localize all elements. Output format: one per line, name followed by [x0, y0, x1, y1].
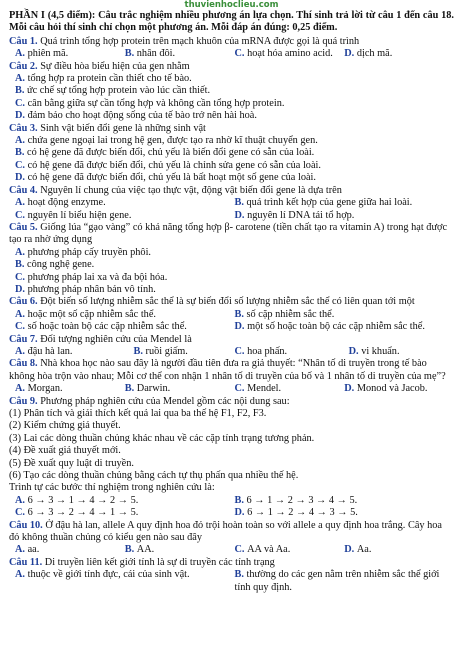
option-text: Aa. [356, 544, 372, 556]
question-prompt: Trình tự các bước thí nghiệm trong nghiên cứu là: [9, 482, 215, 494]
question-list [9, 36, 454, 594]
step-item: (3) Lai các dòng thuần chủng khác nhau về các cặp tính trạng tương phản. [9, 432, 315, 444]
question-text: Ở đậu hà lan, allele A quy định hoa đỏ trội hoàn toàn so với allele a quy định hoa trắng. Cây hoa đỏ không thuần chủng có kiểu gen nào sau đây [9, 519, 442, 544]
question-text: Đột biến số lượng nhiễm sắc thể là sự biến đổi số lượng nhiễm sắc thể có liên quan tới một [40, 296, 415, 308]
option-letter: C. [234, 345, 248, 357]
answer-option[interactable] [125, 544, 235, 556]
option-text: 6 → 3 → 1 → 4 → 2 → 5. [27, 494, 139, 506]
question-stem [9, 358, 454, 383]
option-text: nguyên lí DNA tái tổ hợp. [247, 209, 355, 221]
option-letter: C. [15, 97, 28, 109]
option-letter: A. [15, 48, 28, 60]
answer-option[interactable] [125, 48, 235, 60]
option-letter: D. [15, 110, 28, 122]
option-text: hoa phấn. [247, 345, 288, 357]
answer-option[interactable] [15, 197, 235, 209]
option-letter: D. [15, 172, 28, 184]
option-text: Mendel. [247, 383, 282, 395]
option-text: hoặc một số cặp nhiễm sắc thể. [27, 308, 156, 320]
answer-option[interactable] [15, 98, 284, 109]
option-letter: B. [234, 197, 247, 209]
answer-option[interactable] [15, 110, 257, 121]
option-text: hoạt hóa amino acid. [247, 48, 333, 60]
option-text: hoạt động enzyme. [27, 197, 106, 209]
section-heading: PHẦN I (4,5 điểm): Câu trắc nghiệm nhiều phương án lựa chọn. Thí sinh trả lời từ câu 1 đến câu 18. Mỗi câu hỏi thí sinh chỉ chọn một phương án. Mỗi đáp án đúng: 0,25 điểm. [9, 10, 454, 34]
option-text: aa. [27, 544, 40, 556]
option-letter: A. [15, 135, 28, 147]
question-block [9, 185, 454, 222]
options-row [15, 210, 454, 222]
answer-option[interactable] [349, 346, 454, 358]
answer-option[interactable] [15, 135, 318, 146]
option-text: Darwin. [136, 383, 171, 395]
options-row [15, 172, 454, 184]
options-row [15, 147, 454, 159]
question-text: Nhà khoa học nào sau đây là người đầu tiên đưa ra giả thuyết: “Nhân tố di truyền trong tế bào không hòa trộn vào nhau; Mỗi cơ thể con nhận 1 nhân tố di truyền của bố và 1 nhân tố di truyền của mẹ”? [9, 358, 446, 382]
answer-option[interactable] [15, 507, 235, 519]
answer-option[interactable] [235, 569, 455, 594]
options-row [15, 495, 454, 507]
option-letter: A. [15, 569, 28, 581]
question-block [9, 222, 454, 296]
answer-option[interactable] [15, 160, 321, 171]
option-letter: C. [234, 544, 248, 556]
question-stem [9, 61, 454, 73]
step-item: (5) Đề xuất quy luật di truyền. [9, 457, 134, 469]
option-text: có hệ gene đã được biến đổi, chủ yếu là biến đổi gene có sẵn của loài. [27, 147, 315, 159]
options-row [15, 507, 454, 519]
step-item: (6) Tạo các dòng thuần chủng bằng cách tự thụ phấn qua nhiều thế hệ. [9, 470, 299, 482]
option-text: nhân đôi. [136, 48, 176, 60]
options-row [15, 48, 454, 60]
option-text: 6 → 1 → 2 → 4 → 3 → 5. [247, 507, 358, 519]
question-block [9, 123, 454, 185]
option-letter: A. [15, 494, 28, 506]
question-stem [9, 557, 454, 569]
question-text: Di truyền liên kết giới tính là sự di truyền các tính trạng [44, 556, 275, 568]
options-row [15, 247, 454, 259]
answer-option[interactable] [344, 48, 454, 60]
answer-option[interactable] [15, 172, 316, 183]
question-number: Câu 9. [9, 395, 41, 407]
answer-option[interactable] [15, 48, 125, 60]
answer-option[interactable] [15, 383, 125, 395]
option-letter: A. [15, 345, 28, 357]
option-text: một số hoặc toàn bộ các cặp nhiễm sắc thể. [247, 321, 425, 333]
question-block [9, 296, 454, 333]
option-letter: B. [133, 345, 146, 357]
question-stem [9, 334, 454, 346]
option-text: AA. [136, 544, 155, 556]
option-text: số cặp nhiễm sắc thể. [246, 308, 335, 320]
question-stem [9, 222, 454, 247]
answer-option[interactable] [15, 210, 235, 222]
question-text: Phương pháp nghiên cứu của Mendel gồm các nội dung sau: [40, 395, 290, 407]
options-row [15, 98, 454, 110]
answer-option[interactable] [15, 346, 134, 358]
options-row [15, 73, 454, 85]
answer-option[interactable] [125, 383, 235, 395]
option-text: vi khuẩn. [361, 345, 400, 357]
question-number: Câu 4. [9, 184, 41, 196]
option-text: phương pháp nhân bản vô tính. [27, 283, 156, 295]
question-number: Câu 11. [9, 556, 45, 568]
answer-option[interactable] [134, 346, 235, 358]
option-text: cân bằng giữa sự cần tổng hợp và không cần tổng hợp protein. [27, 97, 285, 109]
option-letter: D. [344, 48, 357, 60]
question-text: Nguyên lí chung của việc tạo thực vật, động vật biến đổi gene là dựa trên [40, 184, 342, 196]
option-letter: B. [15, 85, 28, 97]
answer-option[interactable] [235, 48, 345, 60]
option-letter: B. [15, 259, 28, 271]
question-text: Sinh vật biến đổi gene là những sinh vật [40, 122, 206, 134]
answer-option[interactable] [15, 309, 235, 321]
answer-option[interactable] [235, 210, 455, 222]
question-stem [9, 185, 454, 197]
question-text: Giống lúa “gạo vàng” có khả năng tổng hợp β- carotene (tiền chất tạo ra vitamin A) trong hạt được tạo ra nhờ ứng dụng [9, 221, 448, 246]
option-text: đậu hà lan. [27, 345, 73, 357]
answer-option[interactable] [235, 197, 455, 209]
option-letter: C. [15, 209, 28, 221]
options-row [15, 309, 454, 321]
option-text: nguyên lí biểu hiện gene. [27, 209, 132, 221]
options-row [15, 284, 454, 296]
question-number: Câu 3. [9, 122, 41, 134]
options-row [15, 110, 454, 122]
question-number: Câu 8. [9, 358, 41, 370]
question-stem [9, 396, 454, 408]
option-letter: C. [15, 271, 28, 283]
option-letter: A. [15, 383, 28, 395]
question-number: Câu 1. [9, 35, 41, 47]
option-letter: B. [234, 494, 247, 506]
option-letter: C. [234, 48, 248, 60]
option-letter: A. [15, 246, 28, 258]
question-block [9, 396, 454, 520]
question-text: Đối tượng nghiên cứu của Mendel là [40, 333, 192, 345]
option-text: quá trình kết hợp của gene giữa hai loài. [246, 197, 413, 209]
option-text: ức chế sự tổng hợp protein vào lúc cần thiết. [27, 85, 211, 97]
option-letter: C. [15, 321, 28, 333]
option-letter: C. [15, 159, 28, 171]
option-letter: B. [124, 544, 137, 556]
question-stem [9, 520, 454, 545]
question-number: Câu 5. [9, 221, 41, 233]
options-row [15, 197, 454, 209]
option-text: chứa gene ngoại lai trong hệ gen, được tạo ra nhờ kĩ thuật chuyển gen. [27, 135, 318, 147]
step-item: (1) Phân tích và giải thích kết quả lai qua ba thế hệ F1, F2, F3. [9, 408, 267, 419]
options-row [15, 321, 454, 333]
answer-option[interactable] [15, 284, 156, 295]
option-text: AA và Aa. [247, 544, 291, 556]
options-row [15, 346, 454, 358]
answer-option[interactable] [15, 73, 192, 84]
option-letter: D. [15, 283, 28, 295]
option-text: Morgan. [27, 383, 63, 395]
option-text: có hệ gene đã được biến đổi, chủ yếu là bất hoạt một số gene của loài. [27, 172, 316, 184]
option-letter: D. [234, 321, 248, 333]
option-letter: D. [234, 507, 248, 519]
option-letter: B. [234, 308, 247, 320]
options-row [15, 135, 454, 147]
question-stem [9, 296, 454, 308]
options-row [15, 259, 454, 271]
option-letter: D. [348, 345, 362, 357]
answer-option[interactable] [15, 259, 94, 270]
watermark: thuvienhoclieu.com [184, 0, 279, 10]
answer-option[interactable] [344, 383, 454, 395]
answer-option[interactable] [235, 309, 455, 321]
answer-option[interactable] [15, 272, 167, 283]
answer-option[interactable] [15, 247, 151, 258]
answer-option[interactable] [235, 507, 455, 519]
question-block [9, 334, 454, 359]
question-block [9, 36, 454, 61]
option-text: đảm bảo cho hoạt động sống của tế bào trở nên hài hoà. [27, 110, 257, 122]
option-text: phương pháp lai xa và đa bội hóa. [27, 271, 168, 283]
option-text: phiên mã. [27, 48, 69, 60]
step-item: (4) Đề xuất giả thuyết mới. [9, 445, 121, 457]
answer-option[interactable] [234, 346, 348, 358]
answer-option[interactable] [15, 569, 235, 594]
option-text: thuộc về giới tính đực, cái của sinh vật. [27, 569, 190, 581]
question-number: Câu 10. [9, 519, 46, 531]
question-block [9, 358, 454, 395]
answer-option[interactable] [15, 321, 235, 333]
answer-option[interactable] [344, 544, 454, 556]
options-row [15, 569, 454, 594]
option-text: phương pháp cấy truyền phôi. [27, 246, 152, 258]
answer-option[interactable] [235, 544, 345, 556]
option-letter: A. [15, 197, 28, 209]
option-text: tổng hợp ra protein cần thiết cho tế bào. [27, 73, 192, 85]
option-letter: B. [234, 569, 247, 581]
question-block [9, 520, 454, 557]
option-text: dịch mã. [356, 48, 393, 60]
option-letter: B. [15, 147, 28, 159]
answer-option[interactable] [235, 383, 345, 395]
options-row [15, 383, 454, 395]
option-letter: C. [15, 507, 28, 519]
question-stem [9, 123, 454, 135]
option-text: 6 → 1 → 2 → 3 → 4 → 5. [246, 494, 358, 506]
option-text: 6 → 3 → 2 → 4 → 1 → 5. [27, 507, 139, 519]
question-block [9, 557, 454, 594]
option-letter: A. [15, 308, 28, 320]
answer-option[interactable] [15, 85, 210, 96]
option-letter: A. [15, 73, 28, 85]
option-text: Monod và Jacob. [356, 383, 428, 395]
question-number: Câu 2. [9, 60, 41, 72]
option-letter: D. [234, 209, 248, 221]
option-text: công nghệ gene. [27, 259, 95, 271]
answer-option[interactable] [15, 147, 314, 158]
option-text: ruồi giấm. [145, 345, 188, 357]
options-row [15, 85, 454, 97]
question-text: Quá trình tổng hợp protein trên mạch khuôn của mRNA được gọi là quá trình [40, 35, 360, 47]
option-text: thường do các gen nằm trên nhiễm sắc thể giới tính quy định. [234, 569, 440, 593]
answer-option[interactable] [15, 495, 235, 507]
option-letter: D. [344, 544, 357, 556]
options-row [15, 544, 454, 556]
question-number: Câu 7. [9, 333, 41, 345]
question-text: Sự điều hòa biểu hiện của gen nhằm [40, 60, 190, 72]
question-block [9, 61, 454, 123]
step-item: (2) Kiểm chứng giả thuyết. [9, 420, 121, 432]
option-letter: A. [15, 544, 28, 556]
option-letter: C. [234, 383, 248, 395]
question-number: Câu 6. [9, 296, 41, 308]
option-text: số hoặc toàn bộ các cặp nhiễm sắc thể. [27, 321, 187, 333]
options-row [15, 160, 454, 172]
option-letter: D. [344, 383, 357, 395]
option-letter: B. [124, 48, 137, 60]
option-letter: B. [124, 383, 137, 395]
answer-option[interactable] [235, 321, 455, 333]
answer-option[interactable] [15, 544, 125, 556]
options-row [15, 272, 454, 284]
option-text: có hệ gene đã được biến đổi, chủ yếu là chỉnh sửa gene có sẵn của loài. [27, 159, 321, 171]
question-stem [9, 36, 454, 48]
answer-option[interactable] [235, 495, 455, 507]
